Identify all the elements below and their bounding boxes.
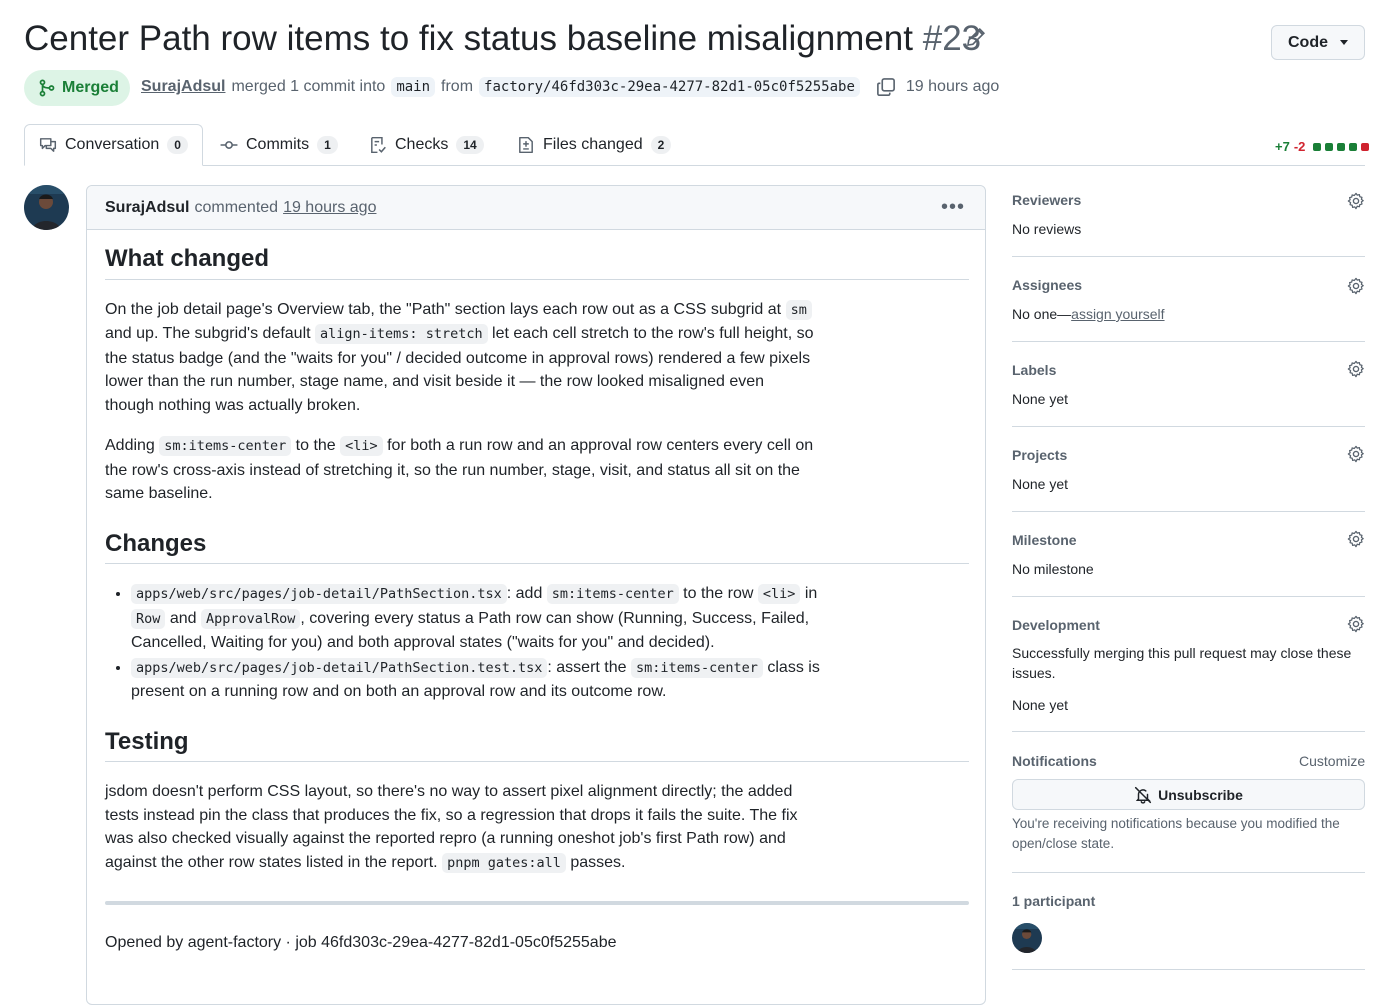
tab-counter: 1 [317, 136, 338, 154]
status-badge [24, 70, 130, 106]
heading-what-changed: What changed [105, 247, 969, 280]
unsubscribe-button[interactable] [1012, 779, 1365, 810]
participants-heading: 1 participant [1012, 893, 1096, 909]
inline-code: apps/web/src/pages/job-detail/PathSection.tsx [131, 584, 507, 604]
text: class is present on a running row and on both an approval row and its outcome row. [131, 658, 820, 700]
assign-yourself-link[interactable]: assign yourself [1071, 306, 1165, 322]
tab-label: Checks [395, 136, 449, 153]
gear-icon[interactable] [1347, 192, 1365, 210]
from-text: from [441, 78, 474, 95]
sidebar-divider [1012, 969, 1365, 970]
assignees-heading[interactable]: Assignees [1012, 277, 1083, 293]
paragraph [105, 434, 815, 506]
sidebar-divider [1012, 511, 1365, 512]
assignees-value [1012, 306, 1165, 322]
text: : assert the [547, 658, 627, 676]
avatar-image [1012, 923, 1042, 953]
text: to the row [683, 585, 754, 602]
file-diff-icon [517, 136, 535, 154]
comment-time[interactable]: 19 hours ago [283, 198, 377, 216]
diffstat-block [1325, 143, 1333, 151]
comment-author[interactable]: SurajAdsul [105, 198, 190, 216]
inline-code: align-items: stretch [315, 324, 488, 344]
tab-label: Commits [246, 136, 310, 153]
inline-code: apps/web/src/pages/job-detail/PathSection.test.tsx [131, 658, 547, 678]
diff-additions: +7 [1275, 139, 1290, 154]
diffstat-block [1361, 143, 1369, 151]
notifications-heading: Notifications [1012, 753, 1097, 769]
tab-counter: 14 [456, 136, 483, 154]
sidebar-divider [1012, 872, 1365, 873]
inline-code: sm:items-center [547, 584, 679, 604]
kebab-menu-icon[interactable]: ••• [940, 196, 965, 218]
sidebar-divider [1012, 731, 1365, 732]
sidebar-divider [1012, 256, 1365, 257]
tab-files-changed[interactable] [517, 124, 671, 166]
heading-testing: Testing [105, 730, 969, 763]
text: On the job detail page's Overview tab, the "Path" section lays each row out as a CSS subgrid at [105, 300, 782, 318]
unsubscribe-label: Unsubscribe [1158, 786, 1243, 803]
tab-checks[interactable] [369, 124, 484, 166]
sidebar-divider [1012, 341, 1365, 342]
comment-action: commented [194, 198, 279, 216]
diff-deletions: -2 [1293, 139, 1306, 154]
copy-icon[interactable] [876, 77, 896, 97]
avatar-image [24, 185, 69, 230]
comment-box [86, 185, 986, 1005]
merge-meta [141, 74, 999, 100]
text: let each cell stretch to the row's full height, so the status badge (and the "waits for you" / decided outcome in approval rows) rendered a few pixels lower than the run number, stage name, and visit beside it — the row looked misaligned even though nothing was actually broken. [105, 325, 814, 414]
code-button[interactable] [1271, 25, 1365, 60]
text: passes. [570, 853, 626, 871]
pr-title [24, 16, 981, 62]
heading-changes: Changes [105, 532, 969, 565]
text: for both a run row and an approval row centers every cell on the row's cross-axis instead of stretching it, so the run number, stage, visit, and status all sit on the same baseline. [105, 437, 814, 502]
avatar[interactable] [24, 185, 69, 230]
merge-user-link[interactable]: SurajAdsul [141, 78, 226, 95]
tab-conversation[interactable] [24, 124, 203, 166]
text: : add [506, 585, 543, 602]
gear-icon[interactable] [1347, 530, 1365, 548]
diffstat [1275, 139, 1369, 154]
customize-link[interactable]: Customize [1299, 753, 1366, 769]
list-item [131, 656, 835, 704]
gear-icon[interactable] [1347, 277, 1365, 295]
reviewers-value: No reviews [1012, 221, 1082, 237]
paragraph [105, 298, 815, 418]
notifications-note: You're receiving notifications because you modified the open/close state. [1012, 816, 1340, 851]
development-value: None yet [1012, 697, 1069, 713]
comment-header [87, 186, 985, 230]
projects-value: None yet [1012, 476, 1069, 492]
paragraph [105, 780, 815, 875]
inline-code: <li> [758, 584, 801, 604]
text: and [169, 609, 197, 627]
text: , covering every status a Path row can show (Running, Success, Failed, Cancelled, Waiting for you) and both approval states ("waits for you" and decided). [131, 609, 810, 651]
text: and up. The subgrid's default [105, 325, 311, 342]
inline-code: ApprovalRow [201, 609, 300, 629]
tab-label: Conversation [65, 136, 160, 153]
diffstat-block [1337, 143, 1345, 151]
milestone-heading[interactable]: Milestone [1012, 532, 1077, 548]
list-item [131, 582, 835, 655]
labels-value: None yet [1012, 391, 1069, 407]
inline-code: pnpm gates:all [442, 853, 566, 873]
checklist-icon [369, 136, 387, 154]
inline-code: Row [131, 609, 165, 629]
gear-icon[interactable] [1347, 360, 1365, 378]
comment-footer: Opened by agent-factory · job 46fd303c-29ea-4277-82d1-05c0f5255abe [105, 934, 617, 951]
code-button-label: Code [1288, 33, 1328, 51]
comment-discussion-icon [39, 136, 57, 154]
tab-counter: 0 [167, 136, 188, 154]
pencil-icon[interactable] [966, 27, 986, 47]
text: in [804, 585, 818, 602]
tab-commits[interactable] [220, 124, 338, 166]
inline-code: sm:items-center [631, 658, 763, 678]
inline-code: sm [786, 300, 812, 320]
gear-icon[interactable] [1347, 615, 1365, 633]
inline-code: <li> [340, 436, 383, 456]
development-note: Successfully merging this pull request may close these issues. [1012, 645, 1352, 681]
commit-icon [220, 136, 238, 154]
labels-heading[interactable]: Labels [1012, 362, 1057, 378]
caret-down-icon [1340, 40, 1348, 45]
milestone-value: No milestone [1012, 561, 1094, 577]
merge-icon [38, 79, 56, 97]
reviewers-heading[interactable]: Reviewers [1012, 192, 1082, 208]
tab-label: Files changed [543, 136, 643, 153]
gear-icon[interactable] [1347, 445, 1365, 463]
inline-code: sm:items-center [159, 436, 291, 456]
changes-list [105, 582, 835, 704]
pr-title-text: Center Path row items to fix status baseline misalignment [24, 19, 913, 58]
sidebar-divider [1012, 596, 1365, 597]
assignees-prefix: No one— [1012, 306, 1072, 322]
development-heading[interactable]: Development [1012, 617, 1100, 633]
sidebar-divider [1012, 426, 1365, 427]
diffstat-block [1349, 143, 1357, 151]
text: to the [295, 437, 336, 454]
projects-heading[interactable]: Projects [1012, 447, 1068, 463]
text: jsdom doesn't perform CSS layout, so there's no way to assert pixel alignment directly; the added tests instead pin the class that produces the fix, so a regression that drops it fails the suite. The fix was also checked visually against the reported repro (a running oneshot job's first Path row) and against the other row states listed in the report. [105, 783, 798, 871]
comment-body [105, 230, 969, 955]
merge-time: 19 hours ago [905, 78, 1000, 95]
tab-counter: 2 [651, 136, 672, 154]
status-badge-label: Merged [62, 79, 119, 96]
merge-text: merged 1 commit into [231, 78, 386, 95]
text: Adding [105, 437, 155, 454]
pr-number: #23 [922, 19, 982, 58]
base-branch[interactable]: main [391, 77, 435, 97]
bell-slash-icon [1134, 786, 1152, 804]
diffstat-block [1313, 143, 1321, 151]
divider [105, 901, 969, 905]
head-branch[interactable]: factory/46fd303c-29ea-4277-82d1-05c0f5255abe [479, 77, 860, 97]
participant-avatar[interactable] [1012, 923, 1042, 953]
